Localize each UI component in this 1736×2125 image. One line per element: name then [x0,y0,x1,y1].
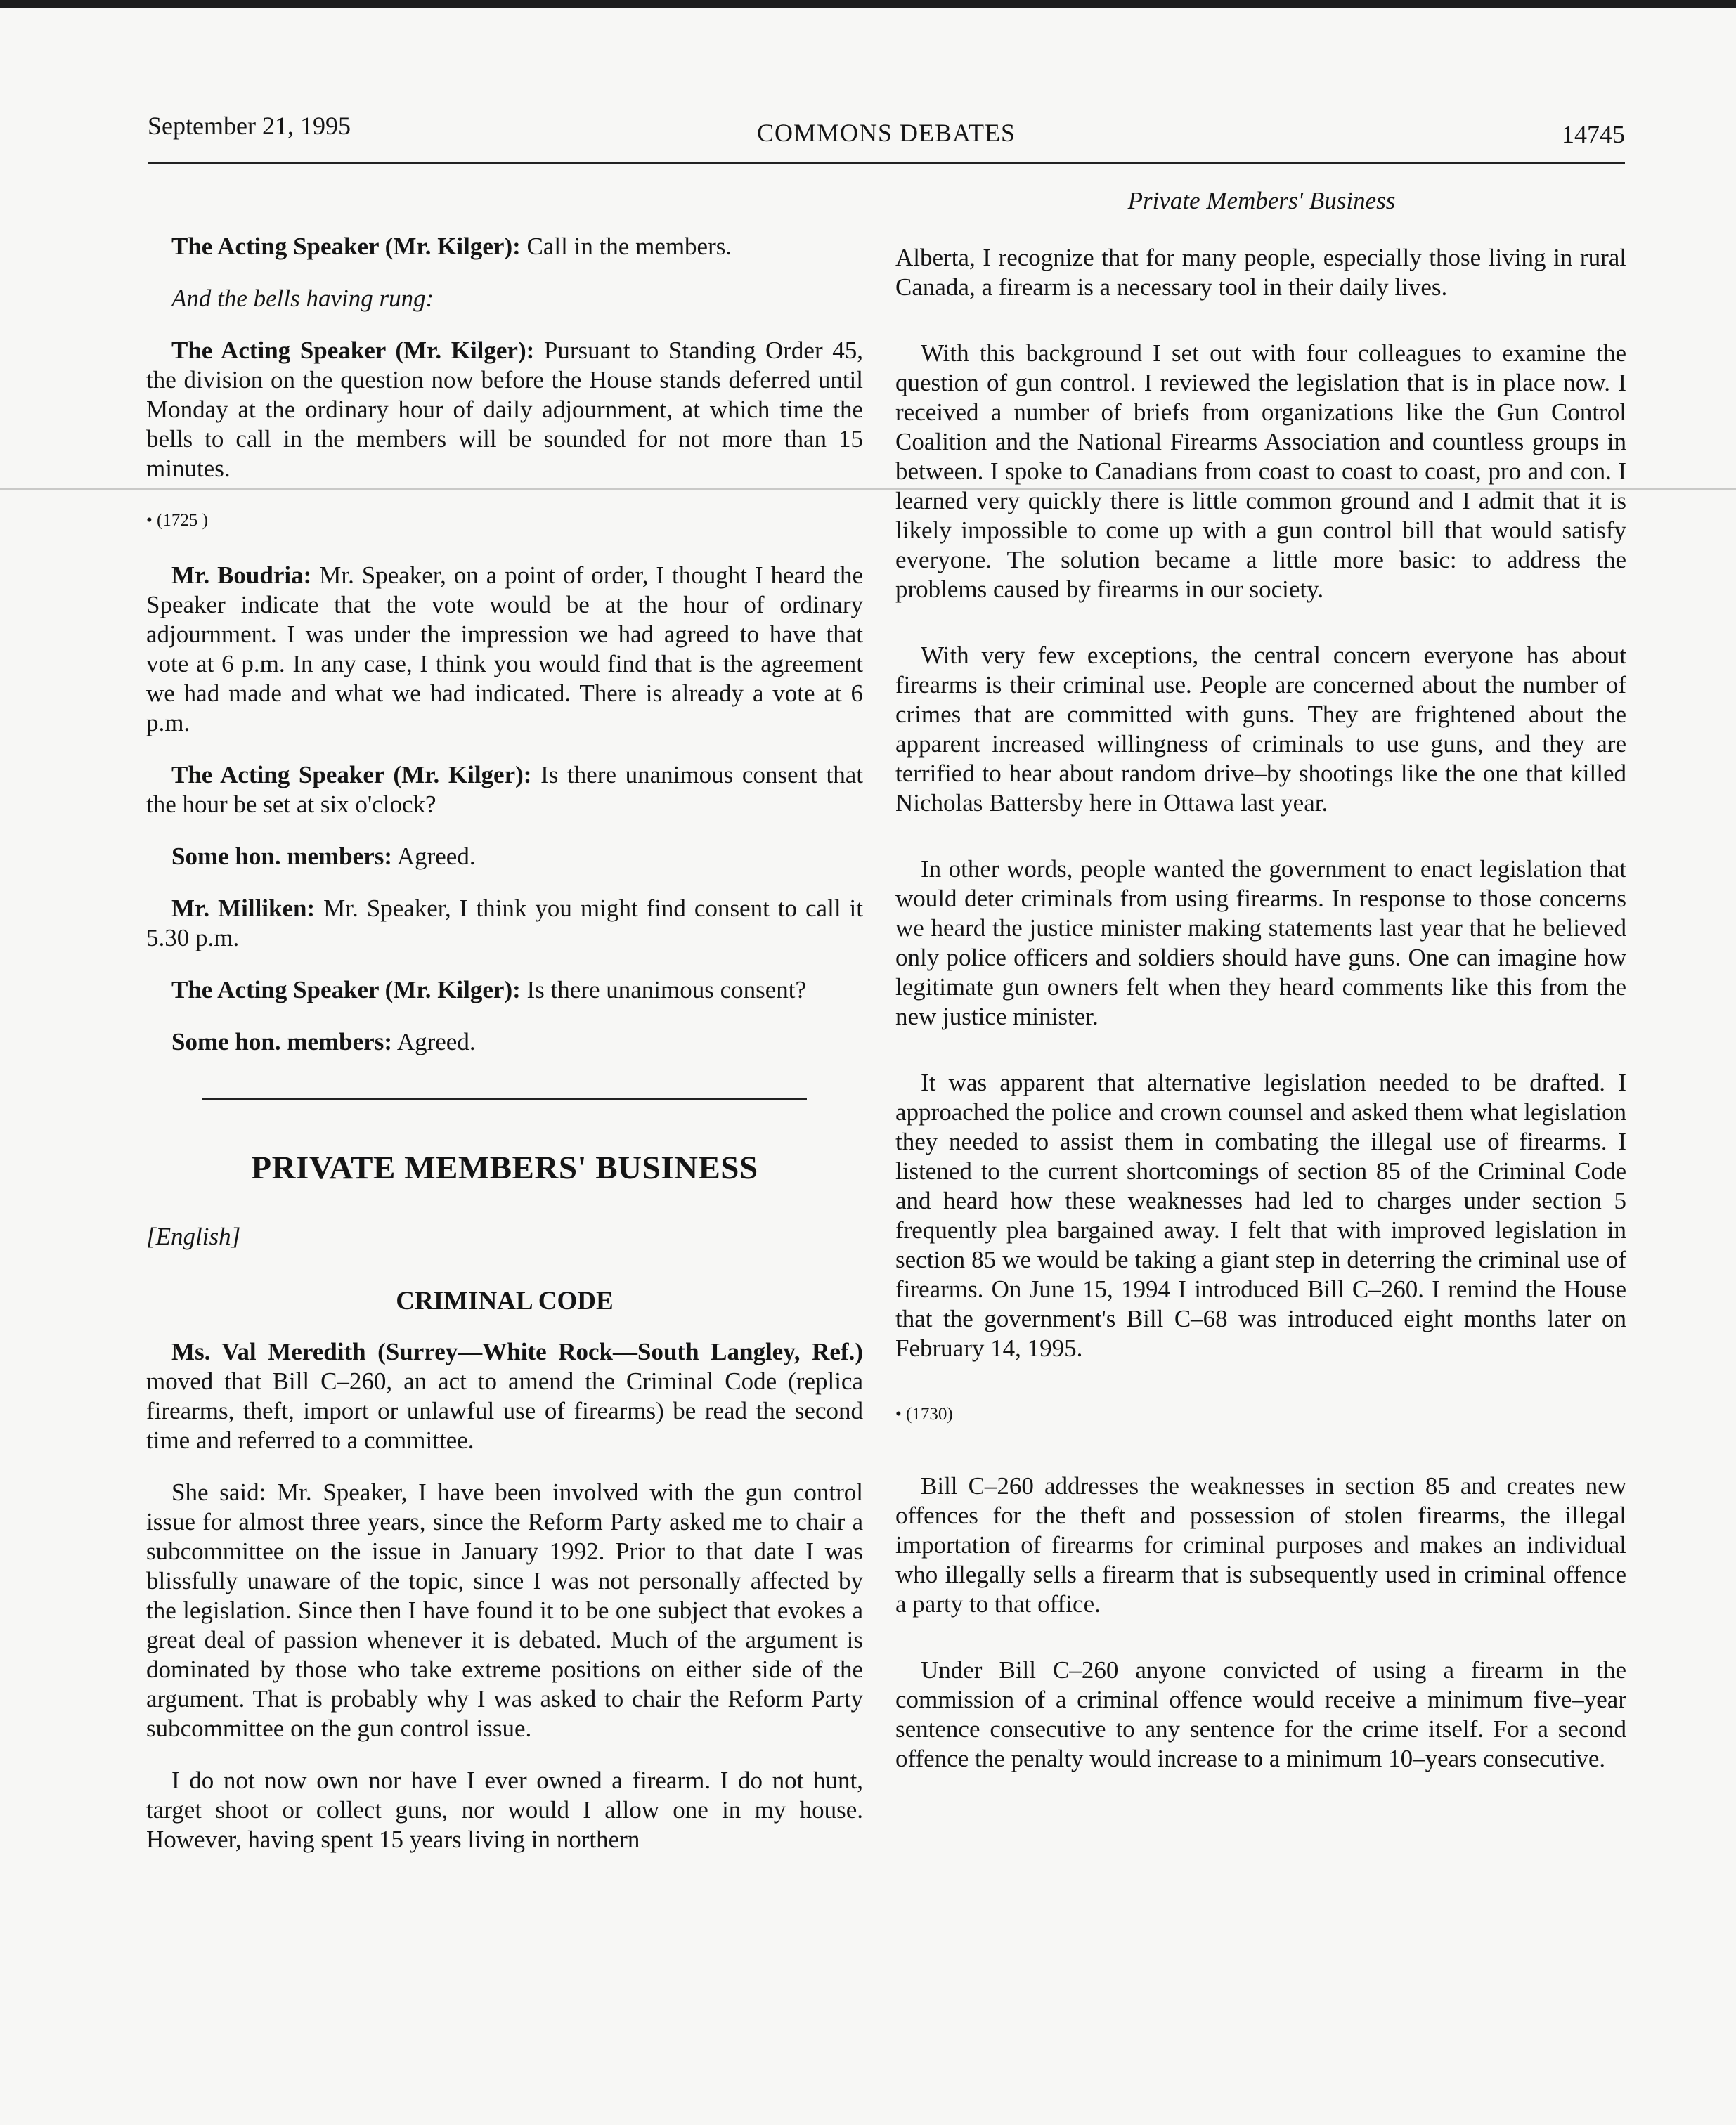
body-paragraph: Bill C–260 addresses the weaknesses in section 85 and creates new offences for the theft and possession of stolen firearms, the illegal importation of firearms for criminal purposes and makes an individual who illegally sells a firearm that is subsequently used in criminal offence a party to that office. [895,1472,1626,1618]
body-paragraph: It was apparent that alternative legislation needed to be drafted. I approached the police and crown counsel and asked them what legislation they needed to assist them in combating the illegal use of firearms. I listened to the current shortcomings of section 85 of the Criminal Code and heard how these weaknesses had led to charges under section 5 frequently plea bargained away. I felt that with improved legislation in section 85 we would be taking a giant step in deterring the criminal use of firearms. On June 15, 1994 I introduced Bill C–260. I remind the House that the government's Bill C–68 was introduced eight months later on February 14, 1995. [895,1069,1626,1362]
speech-text: Is there unanimous consent that the hour be set at six o'clock? [146,761,863,818]
body-paragraph: With this background I set out with four colleagues to examine the question of gun control. I reviewed the legislation that is in place now. I received a number of briefs from organizations like the Gun Control Coalition and the National Firearms Association and countless groups in between. I spoke to Canadians from coast to coast to coast, pro and con. I learned very quickly there is little common ground and I admit that it is likely impossible to come up with a gun control bill that would satisfy everyone. The solution became a little more basic: to address the problems caused by firearms in our society. [895,339,1626,603]
speech-text: Agreed. [392,1028,476,1055]
speaker-name: The Acting Speaker (Mr. Kilger): [171,761,532,788]
header-rule [148,162,1625,164]
speaker-name: The Acting Speaker (Mr. Kilger): [171,976,521,1003]
speaker-name: Ms. Val Meredith (Surrey—White Rock—South Langley, Ref.) [171,1338,863,1365]
speech-paragraph [146,1027,863,1057]
speaker-name: Mr. Boudria: [171,561,312,589]
scan-top-edge [0,0,1736,8]
section-divider [202,1098,807,1100]
speech-paragraph [146,336,863,483]
running-head: Private Members' Business [1127,187,1396,214]
speech-text: Mr. Speaker, on a point of order, I thought I heard the Speaker indicate that the vote would be at the hour of ordinary adjournment. I was under the impression we had agreed to have that vote at 6 p.m. In any case, I think you would find that is the agreement we had made and what we had indicated. There is already a vote at 6 p.m. [146,561,864,736]
section-title: PRIVATE MEMBERS' BUSINESS [251,1150,758,1186]
time-marker: • (1730) [895,1405,953,1424]
speech-paragraph [146,760,863,819]
speaker-name: The Acting Speaker (Mr. Kilger): [171,337,535,364]
subsection-title: CRIMINAL CODE [396,1287,614,1315]
stage-direction: And the bells having rung: [171,285,434,312]
body-paragraph: With very few exceptions, the central concern everyone has about firearms is their criminal use. People are concerned about the number of crimes that are committed with guns. They are frightened about the apparent increased willingness of criminals to use guns, and they are terrified to hear about random drive–by shootings like the one that killed Nicholas Battersby here in Ottawa last year. [895,642,1626,817]
body-paragraph: I do not now own nor have I ever owned a firearm. I do not hunt, target shoot or collect guns, nor would I allow one in my house. However, having spent 15 years living in northern [146,1767,863,1853]
body-paragraph: Alberta, I recognize that for many people, especially those living in rural Canada, a firearm is a necessary tool in their daily lives. [895,244,1626,301]
header-date: September 21, 1995 [148,112,351,140]
header-journal-title: COMMONS DEBATES [756,119,1016,147]
time-marker: • (1725 ) [146,511,208,530]
speaker-name: Some hon. members: [171,843,392,870]
speech-text: Agreed. [392,843,476,870]
speaker-name: Some hon. members: [171,1028,392,1055]
speech-paragraph [146,232,863,261]
body-paragraph: Under Bill C–260 anyone convicted of using a firearm in the commission of a criminal offence would receive a minimum five–year sentence consecutive to any sentence for the crime itself. For a second offence the penalty would increase to a minimum 10–years consecutive. [895,1656,1626,1772]
header-page-number: 14745 [1562,120,1625,148]
body-paragraph: She said: Mr. Speaker, I have been involved with the gun control issue for almost three years, since the Reform Party asked me to chair a subcommittee on the issue in January 1992. Prior to that date I was blissfully unaware of the topic, since I was not personally affected by the legislation. Since then I have found it to be one subject that evokes a great deal of passion whenever it is debated. Much of the argument is dominated by those who take extreme positions on either side of the argument. That is probably why I was asked to chair the Reform Party subcommittee on the gun control issue. [146,1479,863,1742]
body-paragraph: In other words, people wanted the government to enact legislation that would deter criminals from using firearms. In response to those concerns we heard the justice minister making statements last year that he believed only police officers and soldiers should have guns. One can imagine how legitimate gun owners felt when they heard comments like this from the new justice minister. [895,855,1626,1030]
speech-text: Is there unanimous consent? [520,976,807,1003]
speech-paragraph [146,1337,863,1455]
left-column [146,232,863,1877]
speech-paragraph [146,842,863,871]
speech-text: moved that Bill C–260, an act to amend the Criminal Code (replica firearms, theft, import or unlawful use of firearms) be read the second time and referred to a committee. [146,1367,863,1454]
speech-paragraph [146,975,863,1005]
speech-paragraph [146,561,863,738]
speaker-name: Mr. Milliken: [171,895,316,922]
page-header [148,104,1625,160]
speaker-name: The Acting Speaker (Mr. Kilger): [171,233,521,260]
speech-text: Pursuant to Standing Order 45, the division on the question now before the House stands deferred until Monday at the ordinary hour of daily adjournment, at which time the bells to call in the members will be sounded for not more than 15 minutes. [146,337,863,482]
language-tag: [English] [146,1223,241,1250]
speech-text: Call in the members. [520,233,732,260]
speech-paragraph [146,894,863,953]
speech-text: Mr. Speaker, I think you might find consent to call it 5.30 p.m. [146,895,863,951]
right-column [895,243,1626,1810]
